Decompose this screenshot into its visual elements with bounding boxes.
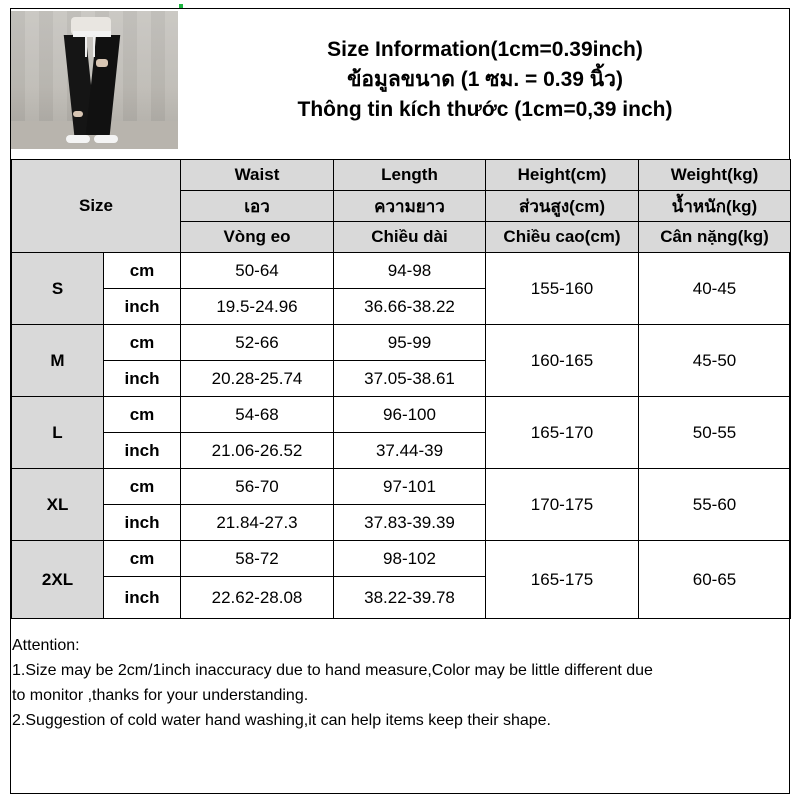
weight-s: 40-45	[639, 253, 791, 325]
product-photo	[11, 11, 178, 149]
size-label-m: M	[12, 325, 104, 397]
attention-notes	[12, 633, 788, 793]
col-header-weight-vi: Cân nặng(kg)	[639, 222, 791, 253]
length-inch-l: 37.44-39	[334, 433, 486, 469]
attention-note-1a: 1.Size may be 2cm/1inch inaccuracy due to hand measure,Color may be little different due	[12, 662, 653, 679]
unit-cm: cm	[104, 469, 181, 505]
weight-2xl: 60-65	[639, 541, 791, 619]
unit-inch: inch	[104, 577, 181, 619]
size-label-xl: XL	[12, 469, 104, 541]
col-header-height-en: Height(cm)	[486, 160, 639, 191]
col-header-waist-en: Waist	[181, 160, 334, 191]
col-header-weight-en: Weight(kg)	[639, 160, 791, 191]
unit-cm: cm	[104, 541, 181, 577]
attention-note-2: 2.Suggestion of cold water hand washing,it can help items keep their shape.	[12, 712, 551, 729]
height-m: 160-165	[486, 325, 639, 397]
title-thai: ข้อมูลขนาด (1 ซม. = 0.39 นิ้ว)	[347, 68, 623, 91]
length-inch-s: 36.66-38.22	[334, 289, 486, 325]
attention-note-1b: to monitor ,thanks for your understanding.	[12, 687, 309, 704]
length-cm-s: 94-98	[334, 253, 486, 289]
waist-inch-s: 19.5-24.96	[181, 289, 334, 325]
waist-inch-m: 20.28-25.74	[181, 361, 334, 397]
waist-cm-xl: 56-70	[181, 469, 334, 505]
unit-inch: inch	[104, 433, 181, 469]
col-header-length-en: Length	[334, 160, 486, 191]
title-vietnamese: Thông tin kích thước (1cm=0,39 inch)	[297, 98, 673, 121]
unit-inch: inch	[104, 361, 181, 397]
size-label-l: L	[12, 397, 104, 469]
waist-cm-m: 52-66	[181, 325, 334, 361]
col-header-waist-th: เอว	[181, 191, 334, 222]
waist-inch-l: 21.06-26.52	[181, 433, 334, 469]
col-header-waist-vi: Vòng eo	[181, 222, 334, 253]
col-header-length-th: ความยาว	[334, 191, 486, 222]
unit-cm: cm	[104, 397, 181, 433]
length-inch-m: 37.05-38.61	[334, 361, 486, 397]
height-l: 165-170	[486, 397, 639, 469]
unit-inch: inch	[104, 505, 181, 541]
length-cm-l: 96-100	[334, 397, 486, 433]
col-header-weight-th: น้ำหนัก(kg)	[639, 191, 791, 222]
height-xl: 170-175	[486, 469, 639, 541]
unit-inch: inch	[104, 289, 181, 325]
size-label-s: S	[12, 253, 104, 325]
waist-cm-2xl: 58-72	[181, 541, 334, 577]
waist-inch-2xl: 22.62-28.08	[181, 577, 334, 619]
height-s: 155-160	[486, 253, 639, 325]
waist-cm-s: 50-64	[181, 253, 334, 289]
size-header: Size	[12, 160, 181, 253]
weight-m: 45-50	[639, 325, 791, 397]
unit-cm: cm	[104, 325, 181, 361]
title-english: Size Information(1cm=0.39inch)	[327, 38, 643, 61]
attention-heading: Attention:	[12, 637, 80, 654]
unit-cm: cm	[104, 253, 181, 289]
length-cm-m: 95-99	[334, 325, 486, 361]
size-table	[11, 159, 791, 619]
col-header-height-vi: Chiều cao(cm)	[486, 222, 639, 253]
size-label-2xl: 2XL	[12, 541, 104, 619]
height-2xl: 165-175	[486, 541, 639, 619]
length-inch-xl: 37.83-39.39	[334, 505, 486, 541]
length-cm-2xl: 98-102	[334, 541, 486, 577]
col-header-length-vi: Chiều dài	[334, 222, 486, 253]
weight-xl: 55-60	[639, 469, 791, 541]
length-cm-xl: 97-101	[334, 469, 486, 505]
title-block	[180, 11, 790, 149]
weight-l: 50-55	[639, 397, 791, 469]
length-inch-2xl: 38.22-39.78	[334, 577, 486, 619]
waist-inch-xl: 21.84-27.3	[181, 505, 334, 541]
col-header-height-th: ส่วนสูง(cm)	[486, 191, 639, 222]
corner-marker	[179, 4, 183, 8]
waist-cm-l: 54-68	[181, 397, 334, 433]
